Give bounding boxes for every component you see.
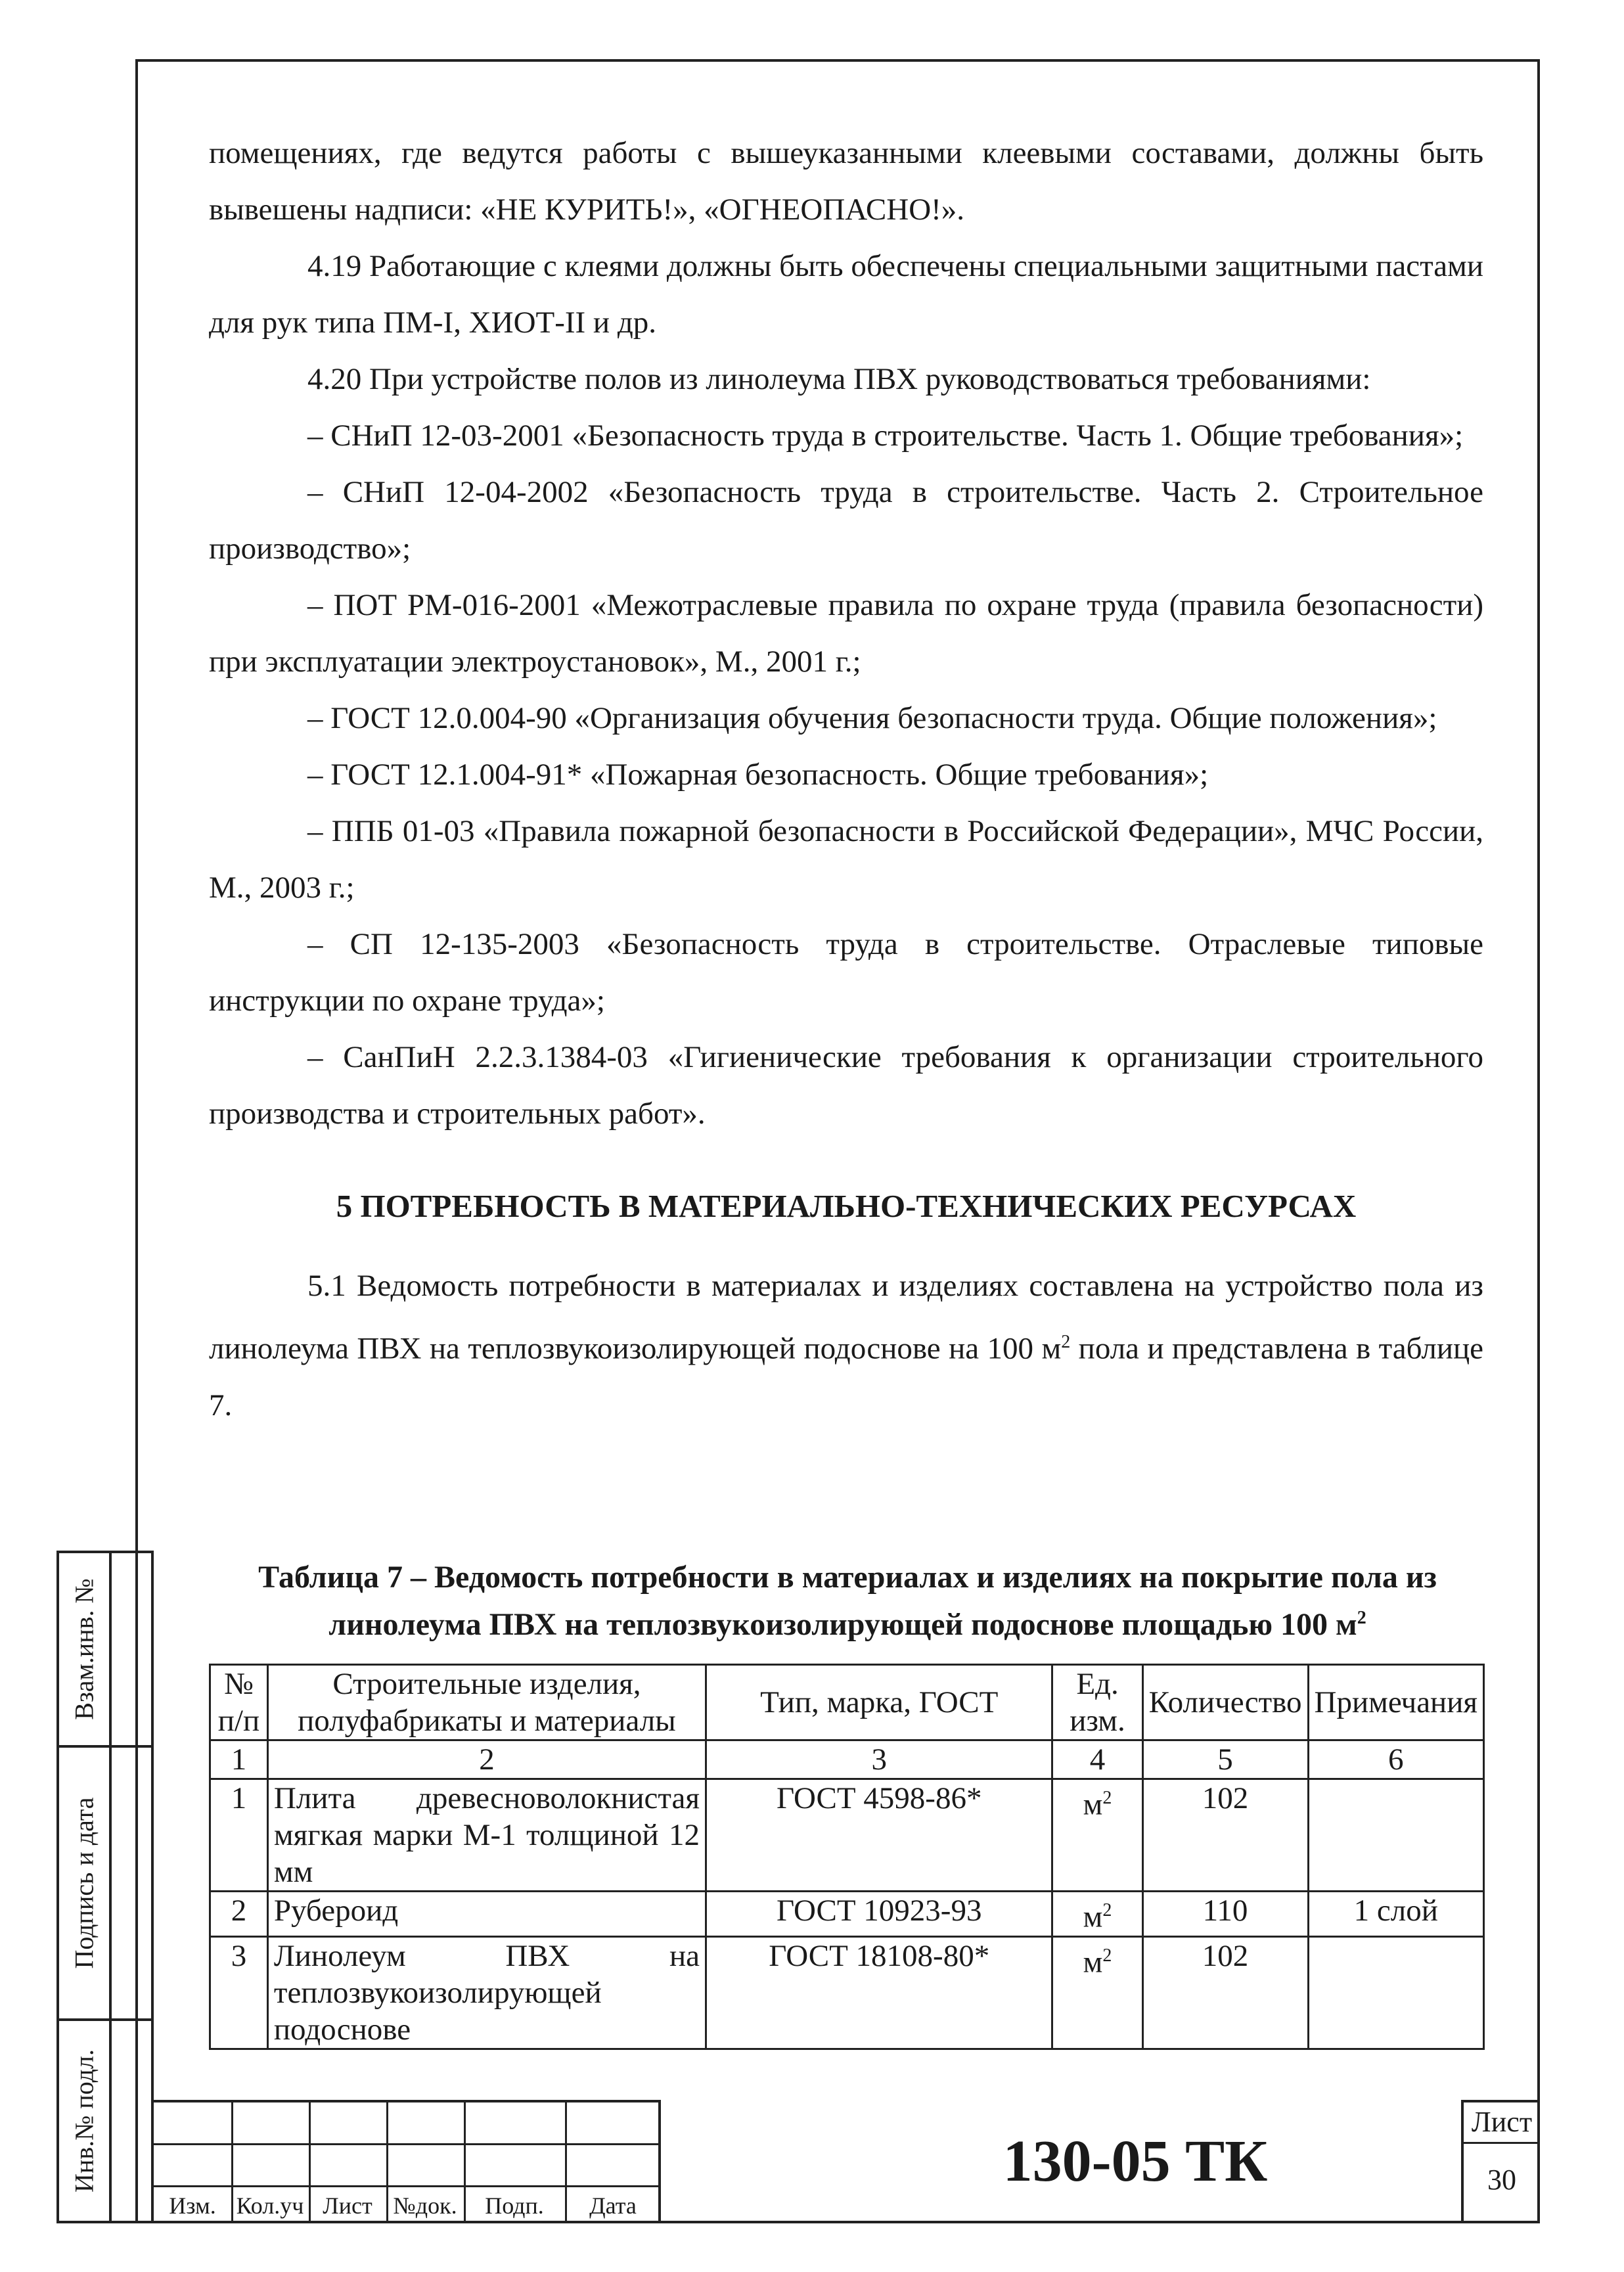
list-item: – СанПиН 2.2.3.1384-03 «Гигиенические требования к организации строительного производства и строительных работ».	[209, 1040, 1483, 1131]
stamp-podpis-label: Подпись и дата	[69, 1797, 99, 1969]
header-name: Строительные изделия, полуфабрикаты и материалы	[267, 1665, 706, 1740]
sheet-number: 30	[1487, 2164, 1516, 2196]
list-item: – СНиП 12-03-2001 «Безопасность труда в строительстве. Часть 1. Общие требования»;	[307, 419, 1464, 453]
paragraph: 4.19 Работающие с клеями должны быть обеспечены специальными защитными пастами для рук типа ПМ-I, ХИОТ-II и др.	[209, 249, 1483, 340]
list-item: – ППБ 01-03 «Правила пожарной безопасности в Российской Федерации», МЧС России, М., 2003 г.;	[209, 814, 1483, 905]
label-podp: Подп.	[485, 2192, 544, 2219]
list-item: – ГОСТ 12.0.004-90 «Организация обучения безопасности труда. Общие положения»;	[307, 701, 1437, 735]
list-item: – ПОТ РМ-016-2001 «Межотраслевые правила по охране труда (правила безопасности) при эксплуатации электроустановок», М., 2001 г.;	[209, 588, 1483, 679]
stamp-inv-label: Инв.№ подл.	[69, 2049, 99, 2192]
list-item: – СНиП 12-04-2002 «Безопасность труда в строительстве. Часть 2. Строительное производство»;	[209, 475, 1483, 566]
table-row: 2 Рубероид ГОСТ 10923-93 $м^2$ 110 1 слой	[210, 1892, 1484, 1937]
stamp-inv	[56, 2018, 154, 2223]
table-row: 3 Линолеум ПВХ на теплозвукоизолирующей подоснове ГОСТ 18108-80* $м^2$ 102	[210, 1936, 1484, 2049]
paragraph: 4.20 При устройстве полов из линолеума ПВХ руководствоваться требованиями:	[307, 362, 1371, 396]
list-item: – ГОСТ 12.1.004-91* «Пожарная безопасность. Общие требования»;	[307, 758, 1209, 792]
column-number-row: 1 2 3 4 5 6	[210, 1740, 1484, 1779]
label-ndok: №док.	[393, 2192, 457, 2219]
stamp-vzam	[56, 1551, 154, 1748]
table-row: 1 Плита древесноволокнистая мягкая марки М-1 толщиной 12 мм ГОСТ 4598-86* $м^2$ 102	[210, 1779, 1484, 1892]
stamp-vzam-label: Взам.инв. №	[69, 1578, 99, 1720]
section-title: 5 ПОТРЕБНОСТЬ В МАТЕРИАЛЬНО-ТЕХНИЧЕСКИХ РЕСУРСАХ	[336, 1188, 1357, 1224]
body-text	[209, 125, 1483, 1434]
table-caption: Таблица 7 – Ведомость потребности в материалах и изделиях на покрытие пола из линолеума ПВХ на теплозвукоизолирующей подоснове площадью 100 $м^2$	[258, 1560, 1437, 1642]
sheet-label: Лист	[1464, 2102, 1540, 2144]
label-izm: Изм.	[169, 2192, 216, 2219]
header-num: № п/п	[210, 1665, 268, 1740]
header-note: Примечания	[1308, 1665, 1483, 1740]
header-unit: Ед. изм.	[1052, 1665, 1142, 1740]
document-code: 130-05 ТК	[1003, 2129, 1268, 2194]
section-paragraph: 5.1 Ведомость потребности в материалах и изделиях составлена на устройство пола из линолеума ПВХ на теплозвукоизолирующей подоснове на 100 $м^2$ пола и представлена в таблице 7.	[209, 1269, 1484, 1422]
title-block	[154, 2100, 1540, 2223]
paragraph: помещениях, где ведутся работы с вышеуказанными клеевыми составами, должны быть вывешены надписи: «НЕ КУРИТЬ!», «ОГНЕОПАСНО!».	[209, 136, 1483, 227]
title-block-grid	[154, 2100, 661, 2223]
header-qty: Количество	[1142, 1665, 1308, 1740]
label-kolvo: Кол.уч	[236, 2192, 304, 2219]
label-data: Дата	[589, 2192, 637, 2219]
materials-table	[209, 1664, 1485, 2050]
table-header-row	[210, 1665, 1484, 1740]
list-item: – СП 12-135-2003 «Безопасность труда в строительстве. Отраслевые типовые инструкции по охране труда»;	[209, 927, 1483, 1018]
stamp-podpis	[56, 1745, 154, 2021]
header-type: Тип, марка, ГОСТ	[706, 1665, 1052, 1740]
label-list: Лист	[323, 2192, 372, 2219]
sheet-box	[1461, 2100, 1540, 2223]
